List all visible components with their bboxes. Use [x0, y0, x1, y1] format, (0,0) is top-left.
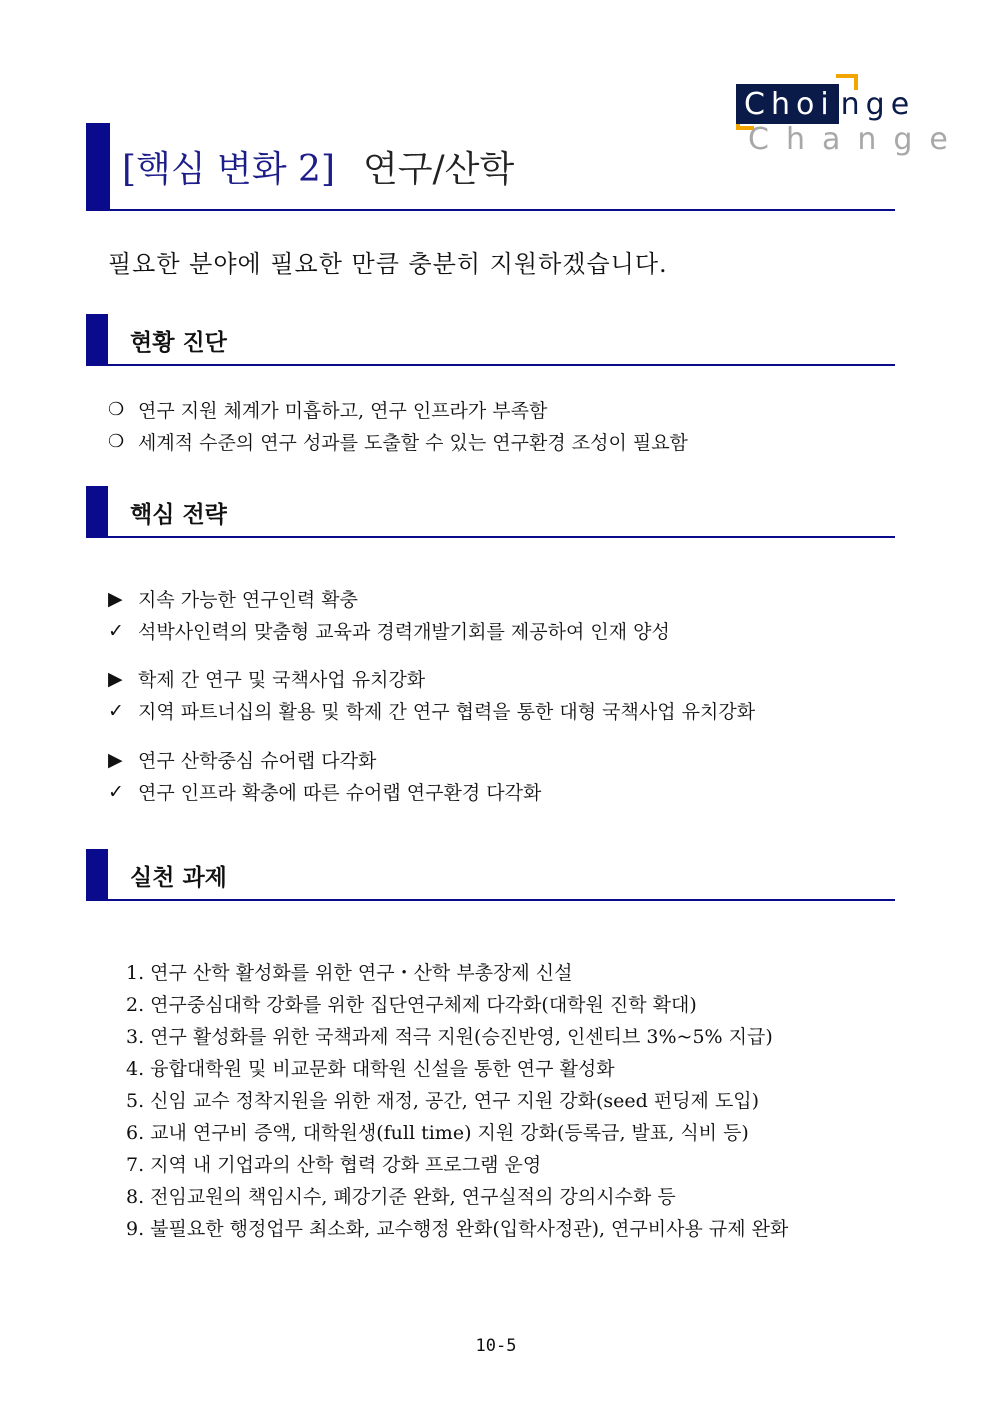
page-title-sub: 연구/산학	[363, 149, 515, 190]
task-item: 5. 신임 교수 정착지원을 위한 재정, 공간, 연구 지원 강화(seed 펀딩제 도입)	[126, 1090, 760, 1112]
task-item: 3. 연구 활성화를 위한 국책과제 적극 지원(승진반영, 인센티브 3%~5% 지급)	[126, 1026, 773, 1048]
page-title-block	[86, 123, 895, 211]
check-icon: ✓	[108, 619, 124, 642]
lead-statement: 필요한 분야에 필요한 만큼 충분히 지원하겠습니다.	[108, 250, 668, 278]
title-accent-bar	[86, 123, 110, 211]
diagnosis-item	[108, 396, 547, 423]
triangle-bullet-icon: ▶	[108, 667, 123, 690]
diagnosis-item-text: 연구 지원 체계가 미흡하고, 연구 인프라가 부족함	[138, 400, 548, 422]
strategy-heading	[108, 585, 358, 612]
logo-top-row	[736, 74, 915, 126]
section-underline	[86, 536, 895, 538]
page-title-main: [핵심 변화 2]	[122, 149, 335, 190]
logo-boxed-text: Choi	[736, 84, 839, 124]
title-underline	[86, 209, 895, 211]
section-diagnosis	[86, 314, 895, 366]
section-underline	[86, 364, 895, 366]
task-item: 7. 지역 내 기업과의 산학 협력 강화 프로그램 운영	[126, 1154, 542, 1176]
strategy-heading-text: 연구 산학중심 슈어랩 다각화	[138, 750, 377, 772]
strategy-heading-text: 학제 간 연구 및 국책사업 유치강화	[138, 669, 426, 691]
section-tasks	[86, 849, 895, 901]
page-title	[122, 141, 514, 192]
section-accent-bar	[86, 849, 108, 901]
diagnosis-item	[108, 428, 688, 455]
strategy-detail	[108, 697, 755, 724]
logo-rest-text: nge	[840, 86, 916, 122]
task-item: 9. 불필요한 행정업무 최소화, 교수행정 완화(입학사정관), 연구비사용 규제 완화	[126, 1218, 789, 1240]
triangle-bullet-icon: ▶	[108, 748, 123, 771]
strategy-heading	[108, 665, 425, 692]
check-icon: ✓	[108, 780, 124, 803]
section-tasks-label: 실천 과제	[130, 864, 227, 891]
page-number: 10-5	[475, 1336, 517, 1356]
task-item: 8. 전임교원의 책임시수, 폐강기준 완화, 연구실적의 강의시수화 등	[126, 1186, 676, 1208]
task-item: 6. 교내 연구비 증액, 대학원생(full time) 지원 강화(등록금, 발표, 식비 등)	[126, 1122, 749, 1144]
strategy-detail-text: 연구 인프라 확충에 따른 슈어랩 연구환경 다각화	[138, 782, 542, 804]
section-underline	[86, 899, 895, 901]
circle-bullet-icon: ❍	[108, 399, 125, 420]
task-item: 1. 연구 산학 활성화를 위한 연구・산학 부총장제 신설	[126, 962, 573, 984]
section-accent-bar	[86, 314, 108, 366]
logo-bottom-text: Change	[748, 122, 965, 157]
task-item: 2. 연구중심대학 강화를 위한 집단연구체제 다각화(대학원 진학 확대)	[126, 994, 697, 1016]
strategy-detail-text: 석박사인력의 맞춤형 교육과 경력개발기회를 제공하여 인재 양성	[138, 621, 670, 643]
strategy-detail	[108, 778, 541, 805]
strategy-detail	[108, 617, 670, 644]
triangle-bullet-icon: ▶	[108, 587, 123, 610]
strategy-detail-text: 지역 파트너십의 활용 및 학제 간 연구 협력을 통한 대형 국책사업 유치강화	[138, 701, 756, 723]
circle-bullet-icon: ❍	[108, 431, 125, 452]
strategy-heading-text: 지속 가능한 연구인력 확충	[138, 589, 359, 611]
strategy-heading	[108, 746, 376, 773]
check-icon: ✓	[108, 699, 124, 722]
diagnosis-item-text: 세계적 수준의 연구 성과를 도출할 수 있는 연구환경 조성이 필요함	[138, 432, 688, 454]
section-accent-bar	[86, 486, 108, 538]
section-strategy-label: 핵심 전략	[130, 501, 227, 528]
section-diagnosis-label: 현황 진단	[130, 329, 227, 356]
section-strategy	[86, 486, 895, 538]
task-item: 4. 융합대학원 및 비교문화 대학원 신설을 통한 연구 활성화	[126, 1058, 615, 1080]
